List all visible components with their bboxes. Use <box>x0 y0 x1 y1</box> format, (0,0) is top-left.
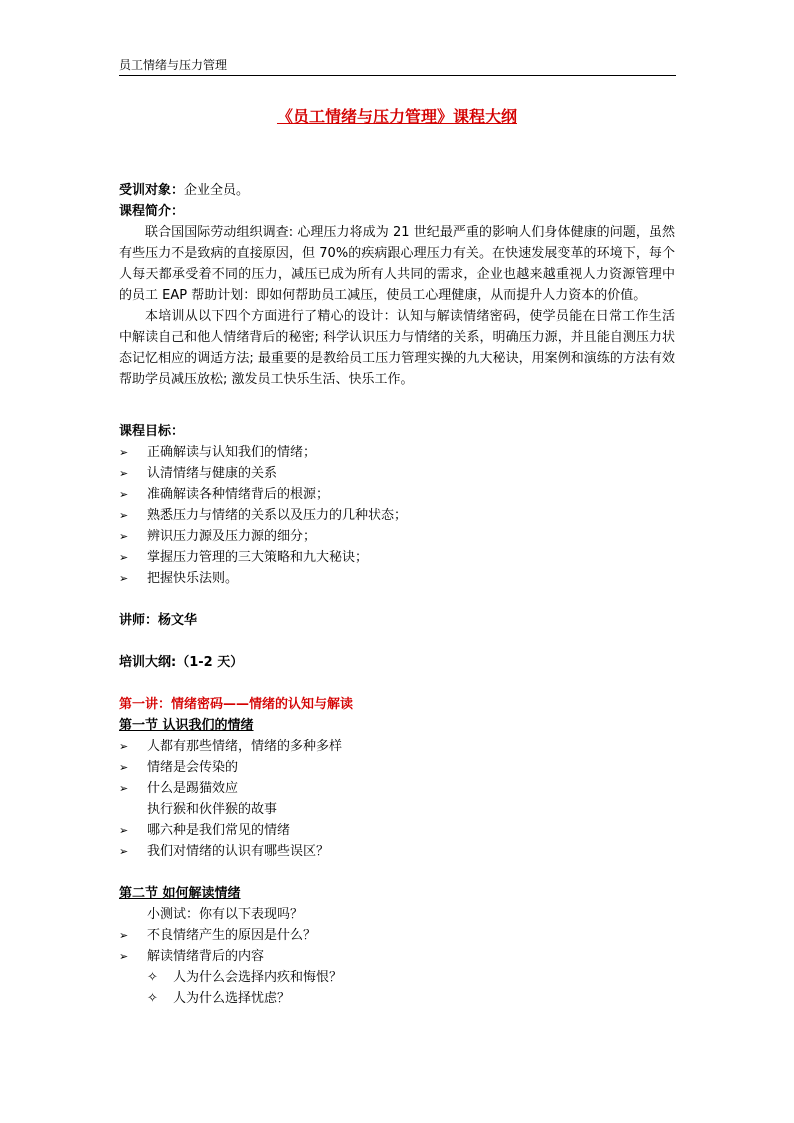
intro-label: 课程简介： <box>119 204 185 219</box>
list-item: ➢ 不良情绪产生的原因是什么？ <box>119 925 675 946</box>
arrow-bullet-icon: ➢ <box>119 446 129 459</box>
section-2-list <box>119 904 675 1009</box>
arrow-bullet-icon: ➢ <box>119 824 129 837</box>
list-item: ➢ 解读情绪背后的内容 <box>119 946 675 967</box>
diamond-bullet-icon: ✧ <box>147 970 158 985</box>
arrow-bullet-icon: ➢ <box>119 929 129 942</box>
section-1-title: 第一节 认识我们的情绪 <box>119 718 254 733</box>
audience-line <box>119 180 675 201</box>
arrow-bullet-icon: ➢ <box>119 530 129 543</box>
list-item: ➢ 人都有那些情绪，情绪的多种多样 <box>119 736 675 757</box>
list-item: ➢ 掌握压力管理的三大策略和九大秘诀； <box>119 547 675 568</box>
list-item: ➢ 正确解读与认知我们的情绪； <box>119 442 675 463</box>
lecture-1-title: 第一讲：情绪密码——情绪的认知与解读 <box>119 697 354 712</box>
arrow-bullet-icon: ➢ <box>119 572 129 585</box>
audience-value: 企业全员。 <box>184 183 250 198</box>
list-item: 小测试：你有以下表现吗？ <box>147 907 304 922</box>
lecturer: 讲师：杨文华 <box>119 613 198 628</box>
outline-heading: 培训大纲:（1-2 天） <box>119 655 244 670</box>
arrow-bullet-icon: ➢ <box>119 845 129 858</box>
list-item: ➢ 我们对情绪的认识有哪些误区？ <box>119 841 675 862</box>
list-item: ➢ 什么是踢猫效应 <box>119 778 675 799</box>
section-1-list <box>119 736 675 862</box>
list-item: ➢ 把握快乐法则。 <box>119 568 675 589</box>
goals-label: 课程目标： <box>119 424 185 439</box>
list-item: ➢ 情绪是会传染的 <box>119 757 675 778</box>
arrow-bullet-icon: ➢ <box>119 761 129 774</box>
list-item: 执行猴和伙伴猴的故事 <box>147 802 278 817</box>
arrow-bullet-icon: ➢ <box>119 488 129 501</box>
arrow-bullet-icon: ➢ <box>119 509 129 522</box>
list-item: ✧ 人为什么会选择内疚和悔恨？ <box>119 967 675 988</box>
intro-paragraph-1: 联合国国际劳动组织调查: 心理压力将成为 21 世纪最严重的影响人们身体健康的问题，虽然有些压力不是致病的直接原因，但 70%的疾病跟心理压力有关。在快速发展变革的环境下，每个人每天都承受着不同的压力，减压已成为所有人共同的需求，企业也越来越重视人力资源管理中的员工 EAP 帮助计划：即如何帮助员工减压，使员工心理健康，从而提升人力资本的价值。 <box>119 225 675 303</box>
arrow-bullet-icon: ➢ <box>119 950 129 963</box>
document-title: 《员工情绪与压力管理》课程大纲 <box>276 107 517 126</box>
list-item: ➢ 哪六种是我们常见的情绪 <box>119 820 675 841</box>
page-header: 员工情绪与压力管理 <box>119 57 676 76</box>
goals-list <box>119 442 675 589</box>
intro-paragraph-2: 本培训从以下四个方面进行了精心的设计：认知与解读情绪密码，使学员能在日常工作生活中解读自己和他人情绪背后的秘密; 科学认识压力与情绪的关系，明确压力源，并且能自测压力状态记忆相应的调适方法; 最重要的是教给员工压力管理实操的九大秘诀，用案例和演练的方法有效帮助学员减压放松; 激发员工快乐生活、快乐工作。 <box>119 309 675 387</box>
diamond-bullet-icon: ✧ <box>147 991 158 1006</box>
list-item: ➢ 熟悉压力与情绪的关系以及压力的几种状态； <box>119 505 675 526</box>
section-2-title: 第二节 如何解读情绪 <box>119 886 241 901</box>
arrow-bullet-icon: ➢ <box>119 551 129 564</box>
audience-label: 受训对象： <box>119 183 185 198</box>
list-item: ✧ 人为什么选择忧虑？ <box>119 988 675 1009</box>
document-body <box>119 180 675 1009</box>
list-item: ➢ 辨识压力源及压力源的细分； <box>119 526 675 547</box>
arrow-bullet-icon: ➢ <box>119 782 129 795</box>
list-item: ➢ 认清情绪与健康的关系 <box>119 463 675 484</box>
arrow-bullet-icon: ➢ <box>119 740 129 753</box>
list-item: ➢ 准确解读各种情绪背后的根源； <box>119 484 675 505</box>
arrow-bullet-icon: ➢ <box>119 467 129 480</box>
